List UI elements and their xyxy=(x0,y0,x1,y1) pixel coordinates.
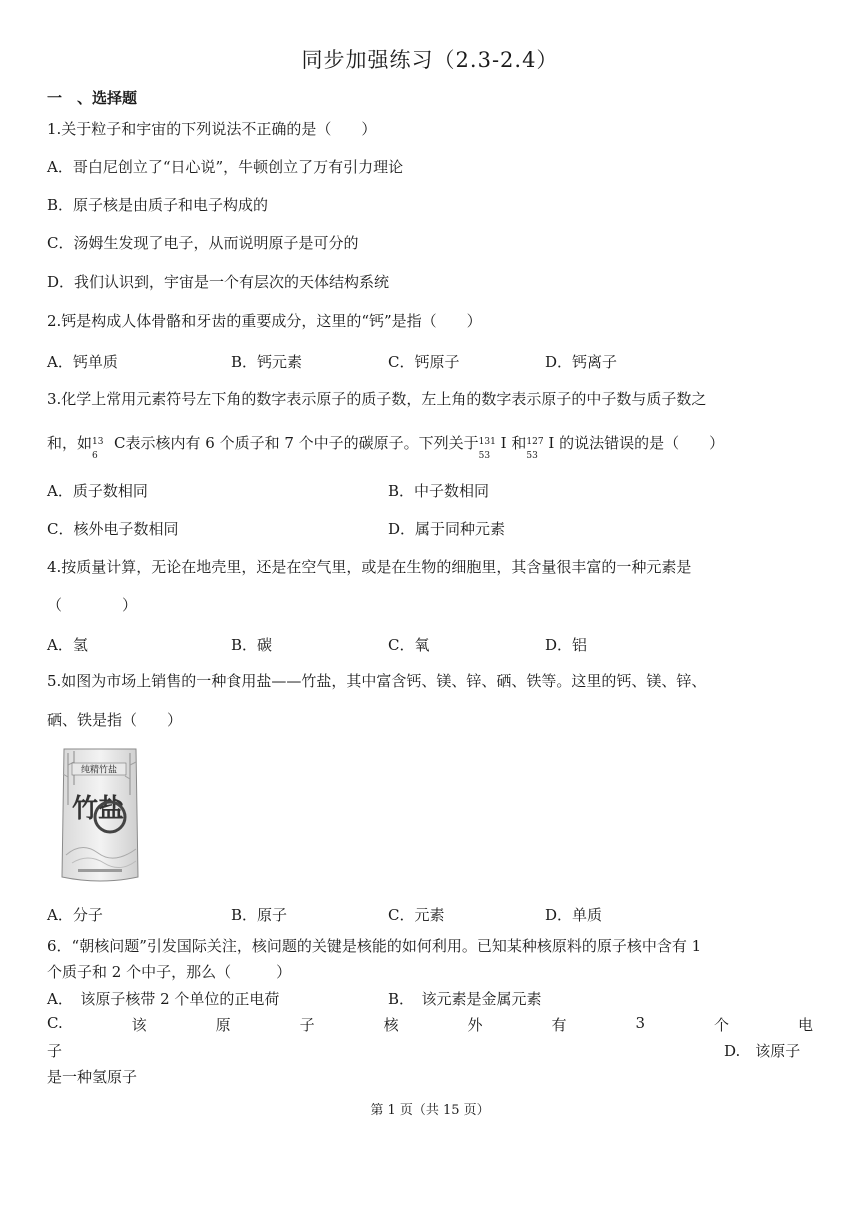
question-5-stem-line-1: 5.如图为市场上销售的一种食用盐——竹盐，其中富含钙、镁、锌、硒、铁等。这里的钙、镁、锌、 xyxy=(47,672,707,690)
option-c-char: 外 xyxy=(467,1016,483,1034)
question-2-option-c[interactable]: C．钙原子 xyxy=(388,353,460,371)
question-4-stem-line-2: （ ） xyxy=(47,596,138,614)
question-6-stem-line-1: 6．“朝核问题”引发国际关注，核问题的关键是核能的如何利用。已知某种核原料的原子核中含有 1 xyxy=(47,937,702,955)
question-6-option-c[interactable] xyxy=(47,1014,813,1035)
question-4-option-b[interactable]: B．碳 xyxy=(231,636,273,654)
question-6-option-b[interactable]: B． 该元素是金属元素 xyxy=(388,990,542,1008)
question-3-stem-line-2 xyxy=(47,432,725,461)
page-footer: 第 1 页（共 15 页） xyxy=(370,1103,490,1118)
isotope-i131 xyxy=(478,433,501,461)
isotope-i131-number: 53 xyxy=(478,451,491,461)
question-1-stem: 1.关于粒子和宇宙的下列说法不正确的是（ ） xyxy=(47,120,377,138)
question-4-option-a[interactable]: A．氢 xyxy=(47,636,88,654)
isotope-i127-symbol: I xyxy=(548,434,555,452)
section-heading: 一 、选择题 xyxy=(47,89,138,107)
option-c-char: 原 xyxy=(215,1016,231,1034)
option-c-char: 核 xyxy=(383,1016,399,1034)
question-6-stem-line-2: 个质子和 2 个中子，那么（ ） xyxy=(47,963,292,981)
option-c-char: 电 xyxy=(797,1016,813,1034)
isotope-c13-number: 6 xyxy=(92,451,98,461)
question-3-text-part-1: 和，如 xyxy=(47,434,93,452)
question-5-option-b[interactable]: B．原子 xyxy=(231,906,288,924)
page-title: 同步加强练习（2.3-2.4） xyxy=(301,48,559,72)
bag-big-text: 竹盐 xyxy=(72,794,125,824)
question-4-option-d[interactable]: D．铝 xyxy=(545,636,588,654)
question-3-option-b[interactable]: B．中子数相同 xyxy=(388,482,490,500)
question-3-text-part-3: 和 xyxy=(511,434,527,452)
bag-label-text: 纯精竹盐 xyxy=(80,765,118,776)
question-6-option-d[interactable]: D. 该原子 xyxy=(724,1042,801,1060)
question-5-stem-line-2: 硒、铁是指（ ） xyxy=(47,711,183,729)
question-3-text-part-4: 的说法错误的是（ ） xyxy=(559,434,725,452)
option-c-char: 3 xyxy=(635,1014,646,1032)
question-2-stem: 2.钙是构成人体骨骼和牙齿的重要成分，这里的“钙”是指（ ） xyxy=(47,312,482,330)
isotope-c13-mass: 13 xyxy=(92,437,104,447)
option-c-char: 个 xyxy=(713,1016,729,1034)
option-c-char: 有 xyxy=(551,1016,567,1034)
question-4-stem-line-1: 4.按质量计算，无论在地壳里，还是在空气里，或是在生物的细胞里，其含量很丰富的一种元素是 xyxy=(47,558,692,576)
question-6-option-c-tail: 子 xyxy=(47,1042,63,1060)
isotope-i131-symbol: I xyxy=(500,434,507,452)
question-1-option-d[interactable]: D．我们认识到，宇宙是一个有层次的天体结构系统 xyxy=(47,273,390,291)
question-3-stem-line-1: 3.化学上常用元素符号左下角的数字表示原子的质子数，左上角的数字表示原子的中子数与质子数之 xyxy=(47,390,707,408)
question-2-option-d[interactable]: D．钙离子 xyxy=(545,353,618,371)
question-3-option-a[interactable]: A．质子数相同 xyxy=(47,482,148,500)
question-2-option-a[interactable]: A．钙单质 xyxy=(47,353,118,371)
question-5-option-a[interactable]: A．分子 xyxy=(47,906,103,924)
question-6-option-a[interactable]: A． 该原子核带 2 个单位的正电荷 xyxy=(47,990,280,1008)
question-1-option-a[interactable]: A．哥白尼创立了“日心说”，牛顿创立了万有引力理论 xyxy=(47,158,404,176)
question-3-option-c[interactable]: C．核外电子数相同 xyxy=(47,520,179,538)
question-4-option-c[interactable]: C．氧 xyxy=(388,636,430,654)
question-1-option-b[interactable]: B．原子核是由质子和电子构成的 xyxy=(47,196,269,214)
question-5-option-c[interactable]: C．元素 xyxy=(388,906,445,924)
option-c-char: 该 xyxy=(131,1016,147,1034)
bamboo-salt-bag-image xyxy=(58,745,142,887)
isotope-i131-mass: 131 xyxy=(478,437,496,447)
question-1-option-c[interactable]: C．汤姆生发现了电子，从而说明原子是可分的 xyxy=(47,234,359,252)
question-3-text-part-2: 表示核内有 6 个质子和 7 个中子的碳原子。下列关于 xyxy=(125,434,479,452)
question-3-option-d[interactable]: D．属于同种元素 xyxy=(388,520,506,538)
isotope-i127-mass: 127 xyxy=(526,437,544,447)
question-2-option-b[interactable]: B．钙元素 xyxy=(231,353,303,371)
isotope-i127-number: 53 xyxy=(526,451,538,461)
isotope-c13 xyxy=(92,433,114,461)
isotope-c13-symbol: C xyxy=(114,434,126,452)
option-c-char: C. xyxy=(47,1014,63,1032)
option-c-char: 子 xyxy=(299,1016,315,1034)
question-6-option-d-tail: 是一种氢原子 xyxy=(47,1068,138,1086)
question-5-option-d[interactable]: D．单质 xyxy=(545,906,603,924)
isotope-i127 xyxy=(526,433,548,461)
